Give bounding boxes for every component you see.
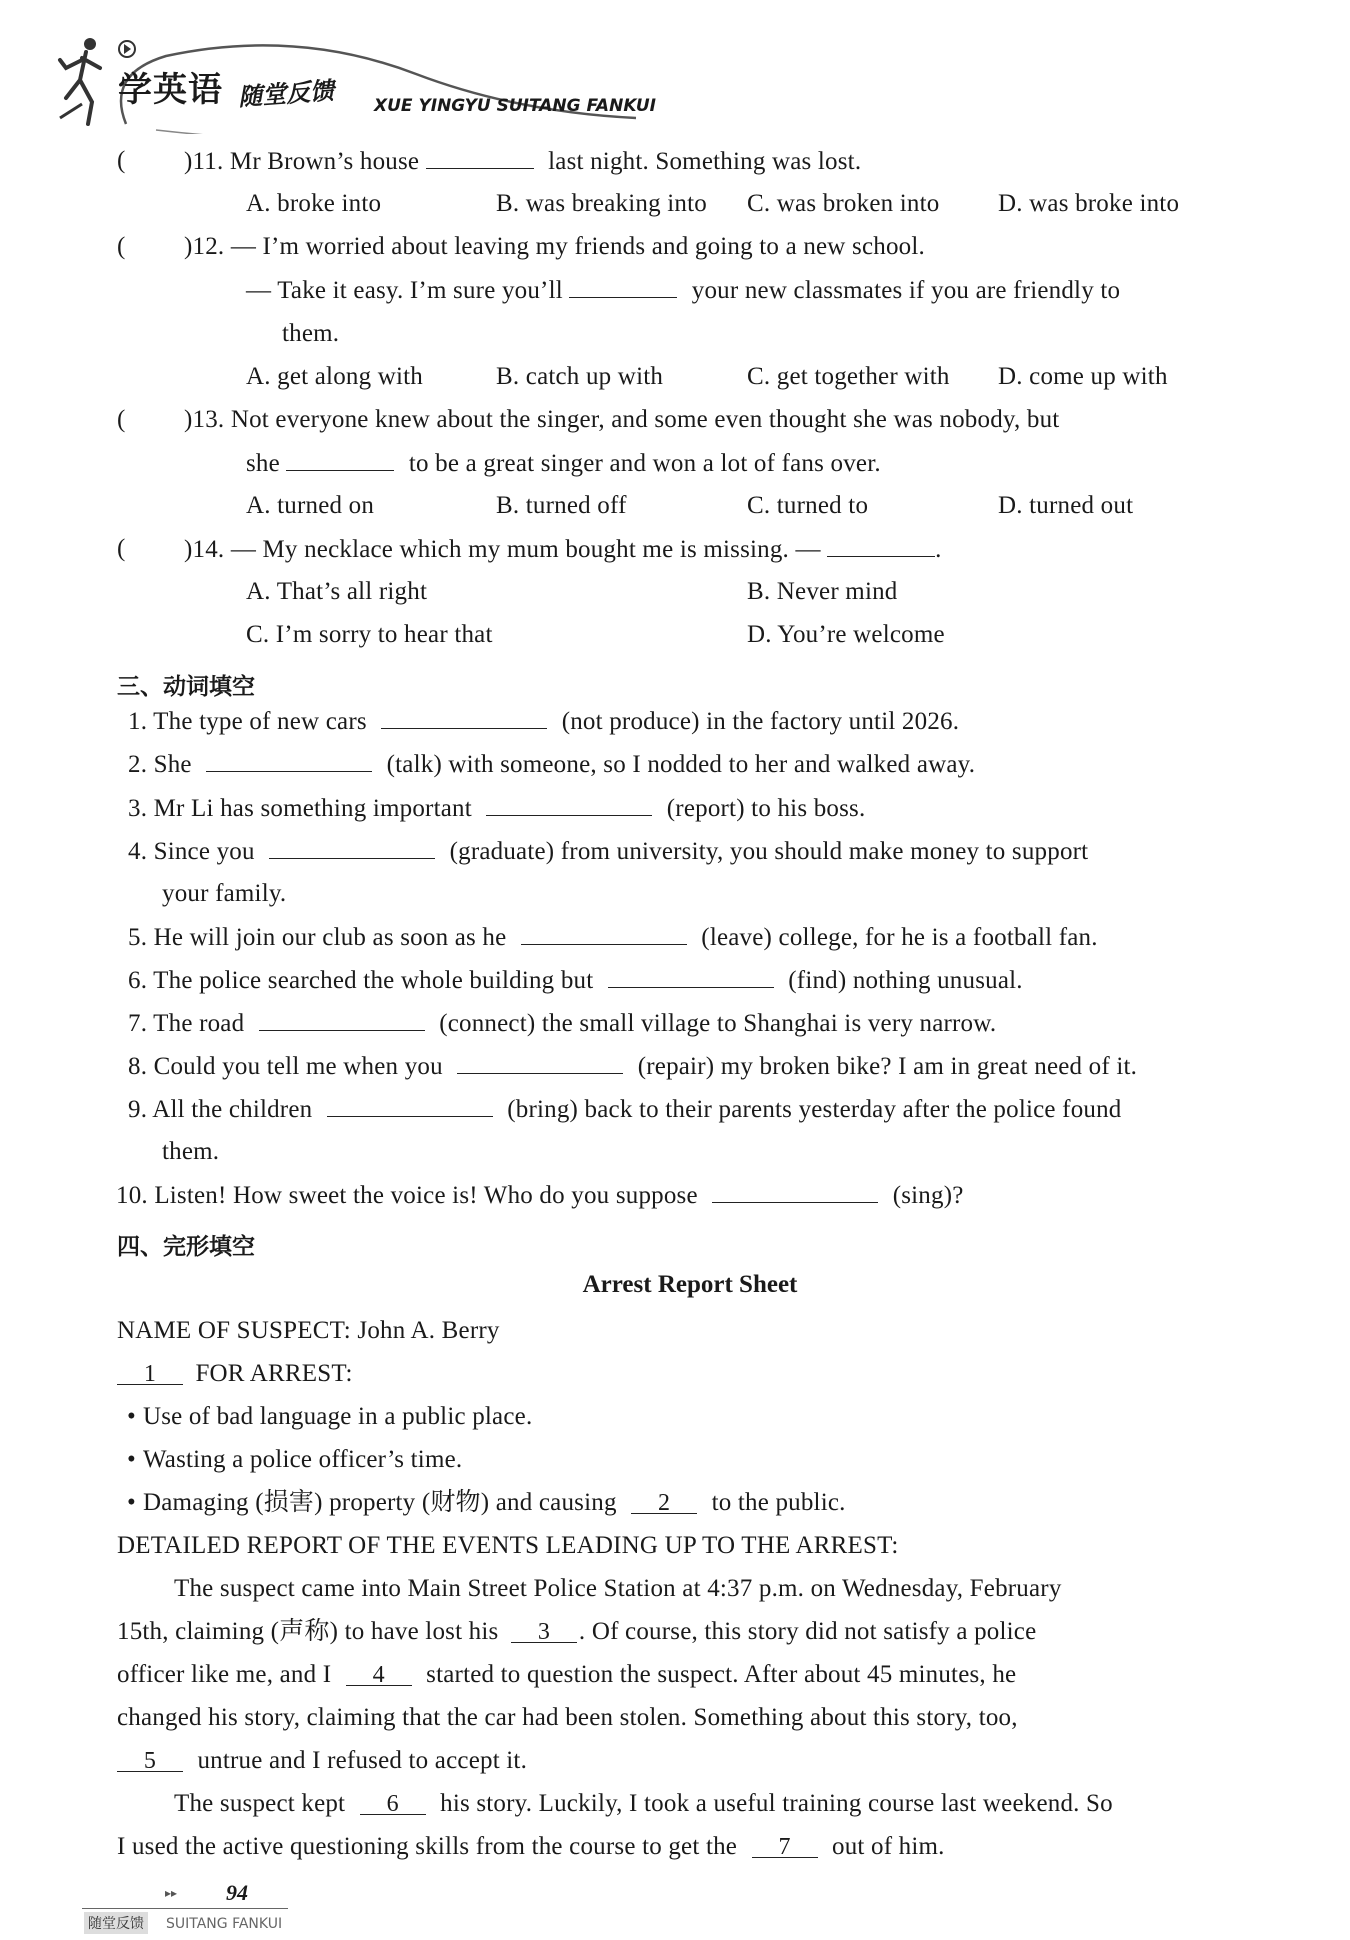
cloze-blank[interactable]: 2 (631, 1491, 697, 1514)
option: D. turned out (998, 492, 1134, 519)
option: C. I’m sorry to hear that (246, 621, 493, 648)
option: B. was breaking into (496, 190, 707, 217)
detail-heading: DETAILED REPORT OF THE EVENTS LEADING UP TO THE ARREST: (117, 1532, 899, 1559)
answer-blank[interactable] (206, 749, 372, 772)
header-subtitle-cn: 随堂反馈 (237, 76, 336, 112)
answer-blank[interactable] (327, 1094, 493, 1117)
arrow-icon: ▸▸ (165, 1886, 178, 1900)
answer-blank[interactable] (712, 1180, 878, 1203)
option: D. was broke into (998, 190, 1180, 217)
option: D. come up with (998, 363, 1168, 390)
fill-item-8: 8. Could you tell me when you (repair) my broken bike? I am in great need of it. (128, 1053, 1138, 1080)
answer-paren: ( (117, 535, 126, 562)
answer-blank[interactable] (426, 146, 534, 169)
answer-blank[interactable] (486, 793, 652, 816)
option: B. Never mind (747, 578, 898, 605)
paragraph-line: I used the active questioning skills from the course to get the 7 out of him. (117, 1833, 945, 1860)
paragraph-line: The suspect kept 6 his story. Luckily, I took a useful training course last weekend. So (174, 1790, 1113, 1817)
answer-blank[interactable] (457, 1051, 623, 1074)
question-13: )13. Not everyone knew about the singer, and some even thought she was nobody, but (184, 406, 1060, 433)
option: A. turned on (246, 492, 375, 519)
option: A. get along with (246, 363, 423, 390)
section-title: 四、完形填空 (117, 1234, 255, 1260)
answer-blank[interactable] (269, 836, 435, 859)
option: D. You’re welcome (747, 621, 945, 648)
fill-item-3: 3. Mr Li has something important (report) to his boss. (128, 795, 866, 822)
option: B. catch up with (496, 363, 664, 390)
footer-rule (82, 1908, 288, 1909)
option: B. turned off (496, 492, 627, 519)
cloze-blank[interactable]: 4 (346, 1663, 412, 1686)
paragraph-line: The suspect came into Main Street Police Station at 4:37 p.m. on Wednesday, February (174, 1575, 1062, 1602)
fill-item-1: 1. The type of new cars (not produce) in the factory until 2026. (128, 708, 960, 735)
header-subtitle-en: XUE YINGYU SUITANG FANKUI (374, 96, 657, 116)
option: C. was broken into (747, 190, 940, 217)
answer-blank[interactable] (521, 922, 687, 945)
passage-title: Arrest Report Sheet (582, 1271, 798, 1298)
option: A. That’s all right (246, 578, 428, 605)
option: C. get together with (747, 363, 950, 390)
section-title: 三、动词填空 (117, 674, 255, 700)
answer-blank[interactable] (381, 706, 547, 729)
fill-item-6: 6. The police searched the whole building but (find) nothing unusual. (128, 967, 1023, 994)
bullet-item: • Use of bad language in a public place. (127, 1403, 533, 1430)
footer-label-cn: 随堂反馈 (84, 1912, 148, 1934)
cloze-blank[interactable]: 7 (752, 1835, 818, 1858)
paragraph-line: 5 untrue and I refused to accept it. (117, 1746, 527, 1776)
answer-blank[interactable] (827, 534, 935, 557)
page-number: 94 (226, 1880, 248, 1905)
reason-line: 1 FOR ARREST: (117, 1359, 353, 1389)
footer-label-en: SUITANG FANKUI (166, 1916, 283, 1932)
paragraph-line: changed his story, claiming that the car had been stolen. Something about this story, too, (117, 1704, 1018, 1731)
question-11: )11. Mr Brown’s house last night. Something was lost. (184, 148, 862, 175)
paragraph-line: 15th, claiming (声称) to have lost his 3 . Of course, this story did not satisfy a police (117, 1618, 1037, 1645)
question-14: )14. — My necklace which my mum bought me is missing. — . (184, 536, 942, 563)
fill-item-9: 9. All the children (bring) back to their parents yesterday after the police found (128, 1096, 1122, 1123)
option: A. broke into (246, 190, 382, 217)
cloze-blank[interactable]: 5 (117, 1749, 183, 1772)
cloze-blank[interactable]: 1 (117, 1362, 183, 1385)
bullet-item: • Damaging (损害) property (财物) and causing 2 to the public. (127, 1489, 846, 1516)
suspect-name: NAME OF SUSPECT: John A. Berry (117, 1317, 500, 1344)
cloze-blank[interactable]: 6 (360, 1792, 426, 1815)
question-12: )12. — I’m worried about leaving my friends and going to a new school. (184, 233, 925, 260)
answer-blank[interactable] (286, 448, 394, 471)
cloze-blank[interactable]: 3 (511, 1620, 577, 1643)
fill-item-7: 7. The road (connect) the small village to Shanghai is very narrow. (128, 1010, 997, 1037)
answer-blank[interactable] (569, 275, 677, 298)
option: C. turned to (747, 492, 869, 519)
fill-item-5: 5. He will join our club as soon as he (leave) college, for he is a football fan. (128, 924, 1098, 951)
bullet-item: • Wasting a police officer’s time. (127, 1446, 463, 1473)
answer-paren: ( (117, 233, 126, 260)
fill-item-2: 2. She (talk) with someone, so I nodded to her and walked away. (128, 751, 976, 778)
fill-item-10: 10. Listen! How sweet the voice is! Who do you suppose (sing)? (116, 1182, 964, 1209)
paragraph-line: officer like me, and I 4 started to question the suspect. After about 45 minutes, he (117, 1661, 1017, 1688)
answer-blank[interactable] (608, 965, 774, 988)
answer-blank[interactable] (259, 1008, 425, 1031)
answer-paren: ( (117, 147, 126, 174)
fill-item-4: 4. Since you (graduate) from university, you should make money to support (128, 838, 1089, 865)
answer-paren: ( (117, 406, 126, 433)
header-title: 学英语 (118, 70, 223, 110)
